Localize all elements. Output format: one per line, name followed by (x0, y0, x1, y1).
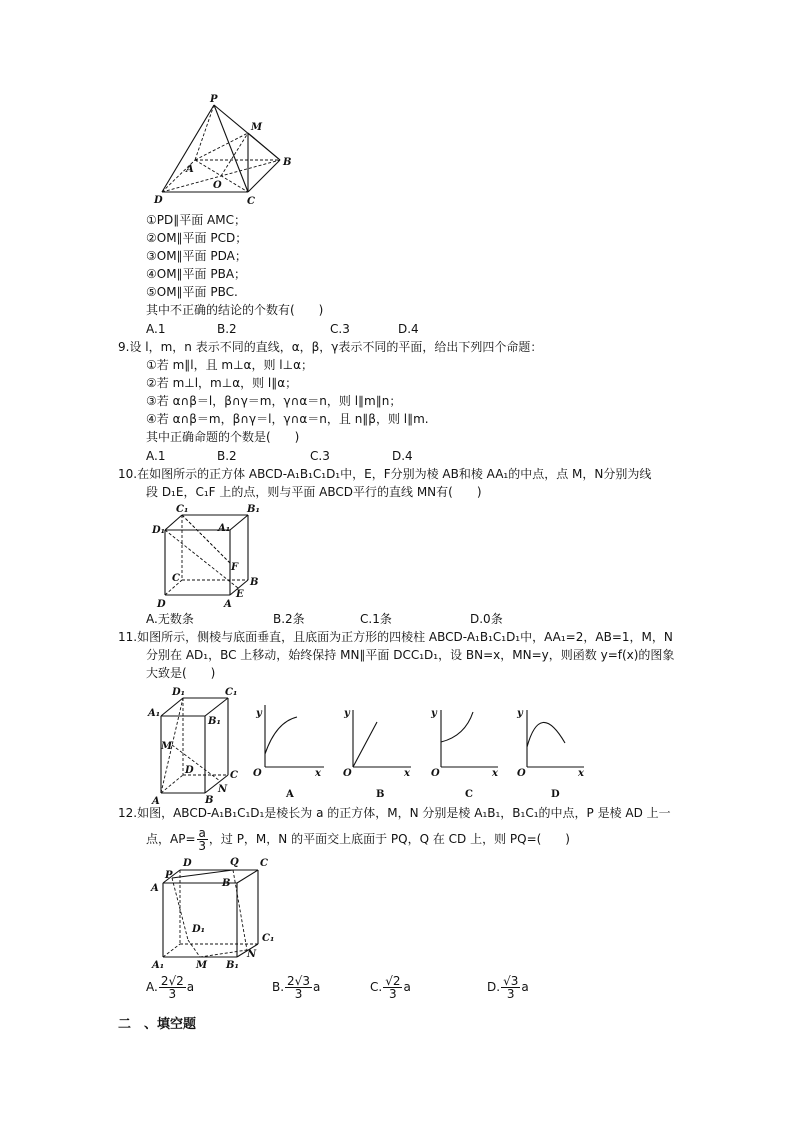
q10-option-b: B.2条 (273, 612, 305, 626)
q12-option-d (487, 975, 529, 1000)
q12-label-a1: A₁ (152, 960, 165, 971)
q10-option-d: D.0条 (470, 612, 503, 626)
q10-label-d1: D₁ (152, 525, 166, 536)
q12-label-b: B (222, 878, 231, 889)
q12-option-a (146, 975, 194, 1000)
q11-graph-d-origin: O (517, 768, 526, 779)
q12-ap-numerator: a (198, 826, 206, 840)
q8-label-o: O (213, 180, 222, 191)
q10-label-f: F (231, 562, 239, 573)
q11-label-n: N (218, 784, 228, 795)
q11-graph-b-origin: O (343, 768, 352, 779)
q9-item-4: ④若 α∩β＝m，β∩γ＝l，γ∩α＝n，且 n∥β，则 l∥m. (146, 412, 429, 426)
q12-option-c-fraction (383, 975, 402, 1000)
q11-label-b1: B₁ (208, 716, 221, 727)
q11-line-2: 分别在 AD₁，BC 上移动，始终保持 MN∥平面 DCC₁D₁，设 BN=x，MN=y，则函数 y=f(x)的图象 (146, 648, 675, 662)
q10-option-c: C.1条 (360, 612, 392, 626)
q12-option-b-suffix: a (312, 980, 321, 994)
q11-label-a: A (152, 796, 160, 807)
q8-label-m: M (251, 122, 263, 133)
q12-label-d: D (183, 858, 192, 869)
q11-label-b: B (205, 795, 214, 806)
q10-label-d: D (157, 599, 166, 610)
q12-line-2-pre: 点，AP= (146, 832, 196, 846)
q8-label-d: D (154, 195, 163, 206)
q11-graph-c-x-label: x (492, 768, 498, 779)
q11-graph-b-y-label: y (344, 708, 350, 719)
q9-question: 其中正确命题的个数是( ) (146, 430, 300, 444)
q10-option-a: A.无数条 (146, 612, 194, 626)
q8-item-4: ④OM∥平面 PBA； (146, 267, 247, 281)
q8-item-1: ①PD∥平面 AMC； (146, 213, 246, 227)
q12-label-n: N (247, 949, 257, 960)
q11-graph-d-y-label: y (517, 708, 523, 719)
q12-label-d1: D₁ (192, 924, 206, 935)
q11-graph-a-x-label: x (315, 768, 321, 779)
q11-label-c1: C₁ (225, 687, 238, 698)
q11-graph-a-name: A (286, 789, 294, 800)
q10-label-b1: B₁ (247, 504, 260, 515)
q11-graph-d-x-label: x (578, 768, 584, 779)
q12-ap-denominator: 3 (198, 839, 207, 853)
q12-option-c-suffix: a (403, 980, 411, 994)
q9-option-a: A.1 (146, 449, 166, 463)
q8-label-c: C (247, 196, 255, 207)
q8-label-b: B (283, 157, 292, 168)
q12-line-2-post: ，过 P，M，N 的平面交上底面于 PQ，Q 在 CD 上，则 PQ=( ) (208, 832, 570, 846)
q11-line-3: 大致是( ) (146, 666, 216, 680)
q12-option-b-num: 2√3 (287, 974, 310, 988)
q11-label-d1: D₁ (172, 687, 186, 698)
q11-graph-b-name: B (376, 789, 385, 800)
q10-label-a1: A₁ (218, 523, 231, 534)
q9-option-b: B.2 (217, 449, 237, 463)
q11-graph-c-y-label: y (431, 708, 437, 719)
q12-line-1: 12.如图，ABCD-A₁B₁C₁D₁是棱长为 a 的正方体，M，N 分别是棱 A₁B₁，B₁C₁的中点，P 是棱 AD 上一 (118, 806, 671, 820)
section-heading-fill-in: 二 、填空题 (118, 1017, 197, 1032)
q8-label-a: A (186, 164, 194, 175)
q10-label-e: E (236, 589, 244, 600)
q12-option-b (272, 975, 320, 1000)
q10-label-a: A (224, 599, 232, 610)
q11-label-a1: A₁ (148, 708, 161, 719)
q8-option-a: A.1 (146, 322, 166, 336)
q12-option-a-suffix: a (186, 980, 195, 994)
q12-label-b1: B₁ (226, 960, 239, 971)
q12-option-c-num: √2 (385, 974, 401, 988)
q12-option-b-letter: B. (272, 980, 285, 994)
q10-label-b: B (250, 577, 259, 588)
q11-label-c: C (230, 770, 238, 781)
q12-option-a-fraction (159, 975, 186, 1000)
q8-item-2: ②OM∥平面 PCD； (146, 231, 248, 245)
q12-label-p: P (165, 870, 173, 881)
q12-label-q: Q (230, 857, 239, 868)
q8-option-d: D.4 (398, 322, 419, 336)
q8-label-p: P (210, 94, 218, 105)
q8-option-b: B.2 (217, 322, 237, 336)
q8-item-3: ③OM∥平面 PDA； (146, 249, 247, 263)
q12-option-d-num: √3 (503, 974, 519, 988)
q12-option-d-letter: D. (487, 980, 501, 994)
q9-item-3: ③若 α∩β＝l，β∩γ＝m，γ∩α＝n，则 l∥m∥n； (146, 394, 402, 408)
q12-option-b-fraction (285, 975, 312, 1000)
q11-graph-a-origin: O (253, 768, 262, 779)
q9-option-d: D.4 (392, 449, 413, 463)
q12-option-c-den: 3 (389, 987, 397, 1001)
q11-graph-b-x-label: x (404, 768, 410, 779)
q12-label-m: M (196, 960, 208, 971)
q8-item-5: ⑤OM∥平面 PBC. (146, 285, 238, 299)
q10-label-c: C (172, 573, 180, 584)
q10-line-1: 10.在如图所示的正方体 ABCD-A₁B₁C₁D₁中，E，F分别为棱 AB和棱 AA₁的中点，点 M，N分别为线 (118, 467, 652, 481)
q8-question: 其中不正确的结论的个数有( ) (146, 303, 324, 317)
q12-option-d-suffix: a (521, 980, 529, 994)
q9-item-2: ②若 m⊥l，m⊥α，则 l∥α； (146, 376, 298, 390)
q12-option-a-den: 3 (168, 987, 177, 1001)
q11-line-1: 11.如图所示，侧棱与底面垂直，且底面为正方形的四棱柱 ABCD-A₁B₁C₁D₁中，AA₁=2，AB=1，M，N (118, 630, 673, 644)
q11-graph-c-origin: O (431, 768, 440, 779)
q12-option-a-letter: A. (146, 980, 158, 994)
q12-label-c1: C₁ (262, 933, 275, 944)
q12-label-a: A (151, 883, 159, 894)
q9-option-c: C.3 (310, 449, 330, 463)
q12-option-b-den: 3 (294, 987, 303, 1001)
q12-option-a-num: 2√2 (160, 974, 184, 988)
q11-label-d: D (185, 765, 194, 776)
q11-graph-c-name: C (465, 789, 473, 800)
q10-line-2: 段 D₁E，C₁F 上的点，则与平面 ABCD平行的直线 MN有( ) (146, 485, 482, 499)
q9-stem: 9.设 l，m，n 表示不同的直线，α，β，γ表示不同的平面，给出下列四个命题： (118, 340, 543, 354)
q9-item-1: ①若 m∥l，且 m⊥α，则 l⊥α； (146, 358, 313, 372)
q12-option-d-fraction (501, 975, 520, 1000)
q11-graph-a-y-label: y (256, 708, 262, 719)
q10-label-c1: C₁ (176, 504, 189, 515)
q11-label-m: M (161, 741, 173, 752)
q12-label-c: C (260, 858, 268, 869)
q8-option-c: C.3 (330, 322, 350, 336)
q12-option-c (370, 975, 411, 1000)
q11-graph-d-name: D (551, 789, 560, 800)
q12-option-c-letter: C. (370, 980, 383, 994)
q12-option-d-den: 3 (506, 987, 515, 1001)
